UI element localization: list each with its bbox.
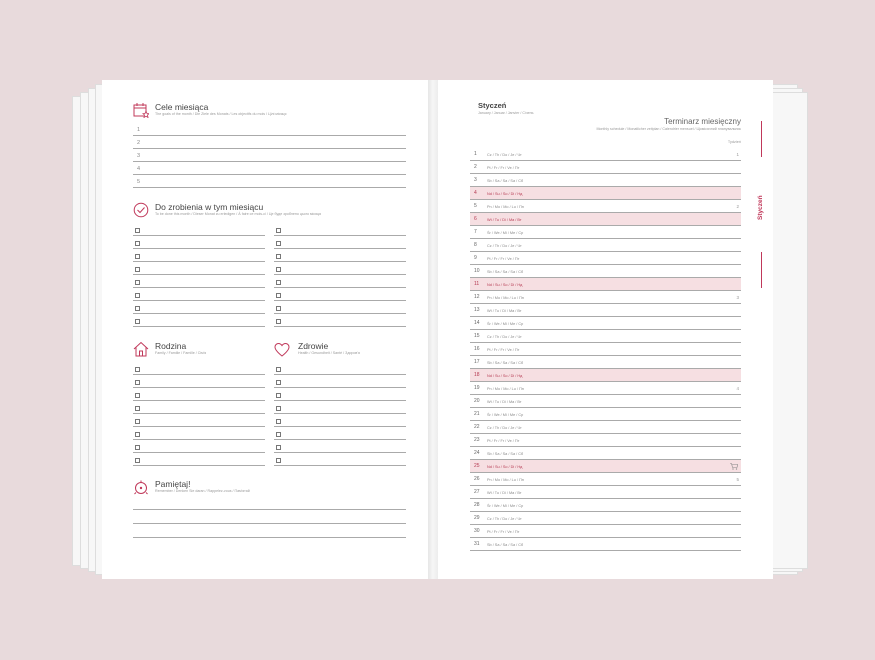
checkbox[interactable]	[276, 393, 281, 398]
day-number: 31	[474, 541, 480, 547]
family-title: Rodzina	[155, 341, 187, 351]
checkbox[interactable]	[276, 280, 281, 285]
day-number: 15	[474, 333, 480, 339]
day-number: 17	[474, 359, 480, 365]
todo-item[interactable]	[133, 287, 265, 301]
remember-title: Pamiętaj!	[155, 479, 191, 489]
day-name: Pt / Fr / Fr / Ve / Пт	[487, 347, 520, 352]
house-icon	[133, 341, 149, 357]
calendar-star-icon	[133, 102, 149, 118]
family-item[interactable]	[133, 387, 265, 401]
checkbox[interactable]	[276, 445, 281, 450]
checkbox[interactable]	[135, 445, 140, 450]
day-name: Wt / Tu / Di / Ma / Вт	[487, 217, 522, 222]
day-name: Sb / Sa / Sa / Sa / Сб	[487, 178, 524, 183]
day-row[interactable]	[470, 174, 741, 187]
checkbox[interactable]	[135, 241, 140, 246]
month-side-tab[interactable]: Styczeń	[757, 195, 764, 220]
todo-item[interactable]	[274, 300, 406, 314]
checkbox[interactable]	[135, 419, 140, 424]
day-row[interactable]	[470, 213, 741, 226]
day-row[interactable]	[470, 148, 741, 161]
family-item[interactable]	[133, 426, 265, 440]
checkbox[interactable]	[135, 267, 140, 272]
month-title: Styczeń	[478, 101, 507, 110]
day-row[interactable]	[470, 408, 741, 421]
checkbox[interactable]	[276, 228, 281, 233]
day-number: 24	[474, 450, 480, 456]
day-number: 16	[474, 346, 480, 352]
checkbox[interactable]	[276, 380, 281, 385]
goal-row[interactable]: 5	[133, 174, 406, 188]
day-name: Pt / Fr / Fr / Ve / Пт	[487, 256, 520, 261]
day-name: Pn / Mo / Mo / Lu / Пн	[487, 204, 524, 209]
day-name: Śr / We / Mi / Me / Ср	[487, 412, 524, 417]
day-name: Wt / Tu / Di / Ma / Вт	[487, 308, 522, 313]
day-number: 2	[474, 164, 477, 170]
health-item[interactable]	[274, 452, 406, 466]
checkbox[interactable]	[135, 367, 140, 372]
day-name: Sb / Sa / Sa / Sa / Сб	[487, 542, 524, 547]
day-number: 9	[474, 255, 477, 261]
day-name: Cz / Th / Do / Je / Чт	[487, 243, 522, 248]
todo-item[interactable]	[133, 300, 265, 314]
note-line[interactable]	[133, 509, 406, 510]
day-number: 6	[474, 216, 477, 222]
tab-divider-bottom	[761, 252, 762, 288]
todo-item[interactable]	[133, 274, 265, 288]
day-number: 4	[474, 190, 477, 196]
day-number: 26	[474, 476, 480, 482]
day-number: 20	[474, 398, 480, 404]
month-subtitle: January / Januar / Janvier / Січень	[478, 111, 534, 115]
family-subtitle: Family / Familie / Famille / Сім'я	[155, 351, 207, 355]
checkbox[interactable]	[276, 367, 281, 372]
health-item[interactable]	[274, 439, 406, 453]
todo-title: Do zrobienia w tym miesiącu	[155, 202, 264, 212]
family-item[interactable]	[133, 400, 265, 414]
day-number: 12	[474, 294, 480, 300]
checkbox[interactable]	[135, 319, 140, 324]
family-item[interactable]	[133, 374, 265, 388]
day-name: Pn / Mo / Mo / Lu / Пн	[487, 477, 524, 482]
week-number: 4	[736, 386, 739, 391]
week-number: 5	[736, 477, 739, 482]
day-name: Pn / Mo / Mo / Lu / Пн	[487, 386, 524, 391]
todo-item[interactable]	[274, 287, 406, 301]
goal-row[interactable]: 2	[133, 135, 406, 149]
checkbox[interactable]	[135, 380, 140, 385]
day-name: Śr / We / Mi / Me / Ср	[487, 230, 524, 235]
family-item[interactable]	[133, 452, 265, 466]
checkbox[interactable]	[135, 406, 140, 411]
schedule-title: Terminarz miesięczny	[664, 117, 741, 126]
checkbox[interactable]	[276, 241, 281, 246]
day-row[interactable]	[470, 369, 741, 382]
day-name: Śr / We / Mi / Me / Ср	[487, 321, 524, 326]
checkbox[interactable]	[135, 293, 140, 298]
todo-item[interactable]	[133, 313, 265, 327]
day-number: 14	[474, 320, 480, 326]
day-row[interactable]	[470, 525, 741, 538]
todo-item[interactable]	[274, 313, 406, 327]
heart-icon	[274, 342, 290, 358]
alarm-bell-icon	[133, 479, 149, 495]
health-item[interactable]	[274, 400, 406, 414]
day-name: Cz / Th / Do / Je / Чт	[487, 152, 522, 157]
goals-subtitle: The goals of the month / Die Ziele des Monats / Les objectifs du mois / Цілі місяця	[155, 112, 287, 116]
week-number: 1	[736, 152, 739, 157]
day-name: Sb / Sa / Sa / Sa / Сб	[487, 451, 524, 456]
todo-subtitle: To be done this month / Dieser Monat zu erledigen / À faire ce mois-ci / Це буде зроблено цього місяця	[155, 212, 322, 216]
day-number: 7	[474, 229, 477, 235]
day-number: 23	[474, 437, 480, 443]
day-row[interactable]	[470, 499, 741, 512]
day-row[interactable]	[470, 226, 741, 239]
day-name: Wt / Tu / Di / Ma / Вт	[487, 399, 522, 404]
day-number: 8	[474, 242, 477, 248]
day-name: Pn / Mo / Mo / Lu / Пн	[487, 295, 524, 300]
day-number: 25	[474, 463, 480, 469]
page-stack-right	[770, 92, 808, 569]
health-title: Zdrowie	[298, 341, 329, 351]
checkbox[interactable]	[276, 406, 281, 411]
day-name: Nd / Su / So / Di / Нд	[487, 282, 523, 287]
goal-row[interactable]: 3	[133, 148, 406, 162]
day-name: Pt / Fr / Fr / Ve / Пт	[487, 438, 520, 443]
check-circle-icon	[133, 202, 149, 218]
todo-item[interactable]	[274, 248, 406, 262]
day-row[interactable]	[470, 395, 741, 408]
checkbox[interactable]	[276, 432, 281, 437]
day-number: 29	[474, 515, 480, 521]
checkbox[interactable]	[135, 458, 140, 463]
day-number: 19	[474, 385, 480, 391]
todo-item[interactable]	[133, 248, 265, 262]
day-number: 10	[474, 268, 480, 274]
week-column-label: Tydzień	[727, 140, 741, 144]
shopping-cart-icon	[730, 463, 738, 470]
day-row[interactable]	[470, 343, 741, 356]
day-row[interactable]	[470, 512, 741, 525]
checkbox[interactable]	[276, 267, 281, 272]
checkbox[interactable]	[276, 306, 281, 311]
checkbox[interactable]	[135, 280, 140, 285]
health-item[interactable]	[274, 426, 406, 440]
remember-subtitle: Remember / Denken Sie daran / Rappelez-vous / Пам'ятай	[155, 489, 250, 493]
day-row[interactable]	[470, 161, 741, 174]
checkbox[interactable]	[135, 254, 140, 259]
day-row[interactable]	[470, 239, 741, 252]
health-item[interactable]	[274, 413, 406, 427]
day-name: Wt / Tu / Di / Ma / Вт	[487, 490, 522, 495]
health-item[interactable]	[274, 387, 406, 401]
day-number: 11	[474, 281, 480, 287]
day-name: Nd / Su / So / Di / Нд	[487, 373, 523, 378]
day-row[interactable]	[470, 460, 741, 473]
day-row[interactable]	[470, 356, 741, 369]
family-item[interactable]	[133, 413, 265, 427]
day-number: 22	[474, 424, 480, 430]
note-line[interactable]	[133, 523, 406, 524]
day-row[interactable]	[470, 278, 741, 291]
day-name: Cz / Th / Do / Je / Чт	[487, 425, 522, 430]
day-number: 18	[474, 372, 480, 378]
day-number: 21	[474, 411, 480, 417]
day-row[interactable]	[470, 200, 741, 213]
day-name: Nd / Su / So / Di / Нд	[487, 191, 523, 196]
todo-item[interactable]	[133, 235, 265, 249]
todo-item[interactable]	[274, 235, 406, 249]
health-item[interactable]	[274, 374, 406, 388]
day-row[interactable]	[470, 304, 741, 317]
todo-item[interactable]	[133, 222, 265, 236]
week-number: 2	[736, 204, 739, 209]
day-row[interactable]	[470, 252, 741, 265]
checkbox[interactable]	[135, 393, 140, 398]
family-item[interactable]	[133, 439, 265, 453]
checkbox[interactable]	[135, 306, 140, 311]
day-name: Sb / Sa / Sa / Sa / Сб	[487, 269, 524, 274]
todo-item[interactable]	[274, 261, 406, 275]
day-row[interactable]	[470, 330, 741, 343]
day-number: 13	[474, 307, 480, 313]
week-number: 3	[736, 295, 739, 300]
day-row[interactable]	[470, 447, 741, 460]
day-name: Cz / Th / Do / Je / Чт	[487, 334, 522, 339]
checkbox[interactable]	[135, 228, 140, 233]
left-page	[102, 80, 430, 579]
checkbox[interactable]	[276, 319, 281, 324]
day-row[interactable]	[470, 473, 741, 486]
day-row[interactable]	[470, 486, 741, 499]
day-number: 27	[474, 489, 480, 495]
day-name: Cz / Th / Do / Je / Чт	[487, 516, 522, 521]
day-row[interactable]	[470, 265, 741, 278]
health-subtitle: Health / Gesundheit / Santé / Здоров'я	[298, 351, 360, 355]
right-page	[438, 80, 773, 579]
checkbox[interactable]	[276, 254, 281, 259]
tab-divider-top	[761, 121, 762, 157]
day-name: Pt / Fr / Fr / Ve / Пт	[487, 529, 520, 534]
day-number: 30	[474, 528, 480, 534]
day-name: Sb / Sa / Sa / Sa / Сб	[487, 360, 524, 365]
day-row[interactable]	[470, 434, 741, 447]
day-number: 5	[474, 203, 477, 209]
day-row[interactable]	[470, 538, 741, 551]
health-item[interactable]	[274, 361, 406, 375]
day-number: 28	[474, 502, 480, 508]
goals-title: Cele miesiąca	[155, 102, 209, 112]
checkbox[interactable]	[135, 432, 140, 437]
note-line[interactable]	[133, 537, 406, 538]
todo-item[interactable]	[133, 261, 265, 275]
schedule-subtitle: Monthly schedule / Monatlicher zeitplan / Calendrier mensuel / Щомісячний планувальник	[596, 127, 741, 131]
day-number: 3	[474, 177, 477, 183]
todo-item[interactable]	[274, 222, 406, 236]
goal-row[interactable]: 1	[133, 122, 406, 136]
day-row[interactable]	[470, 317, 741, 330]
day-row[interactable]	[470, 382, 741, 395]
day-number: 1	[474, 151, 477, 157]
checkbox[interactable]	[276, 458, 281, 463]
day-name: Pt / Fr / Fr / Ve / Пт	[487, 165, 520, 170]
day-row[interactable]	[470, 291, 741, 304]
todo-item[interactable]	[274, 274, 406, 288]
day-row[interactable]	[470, 187, 741, 200]
checkbox[interactable]	[276, 419, 281, 424]
goal-row[interactable]: 4	[133, 161, 406, 175]
day-name: Śr / We / Mi / Me / Ср	[487, 503, 524, 508]
family-item[interactable]	[133, 361, 265, 375]
checkbox[interactable]	[276, 293, 281, 298]
day-name: Nd / Su / So / Di / Нд	[487, 464, 523, 469]
day-row[interactable]	[470, 421, 741, 434]
